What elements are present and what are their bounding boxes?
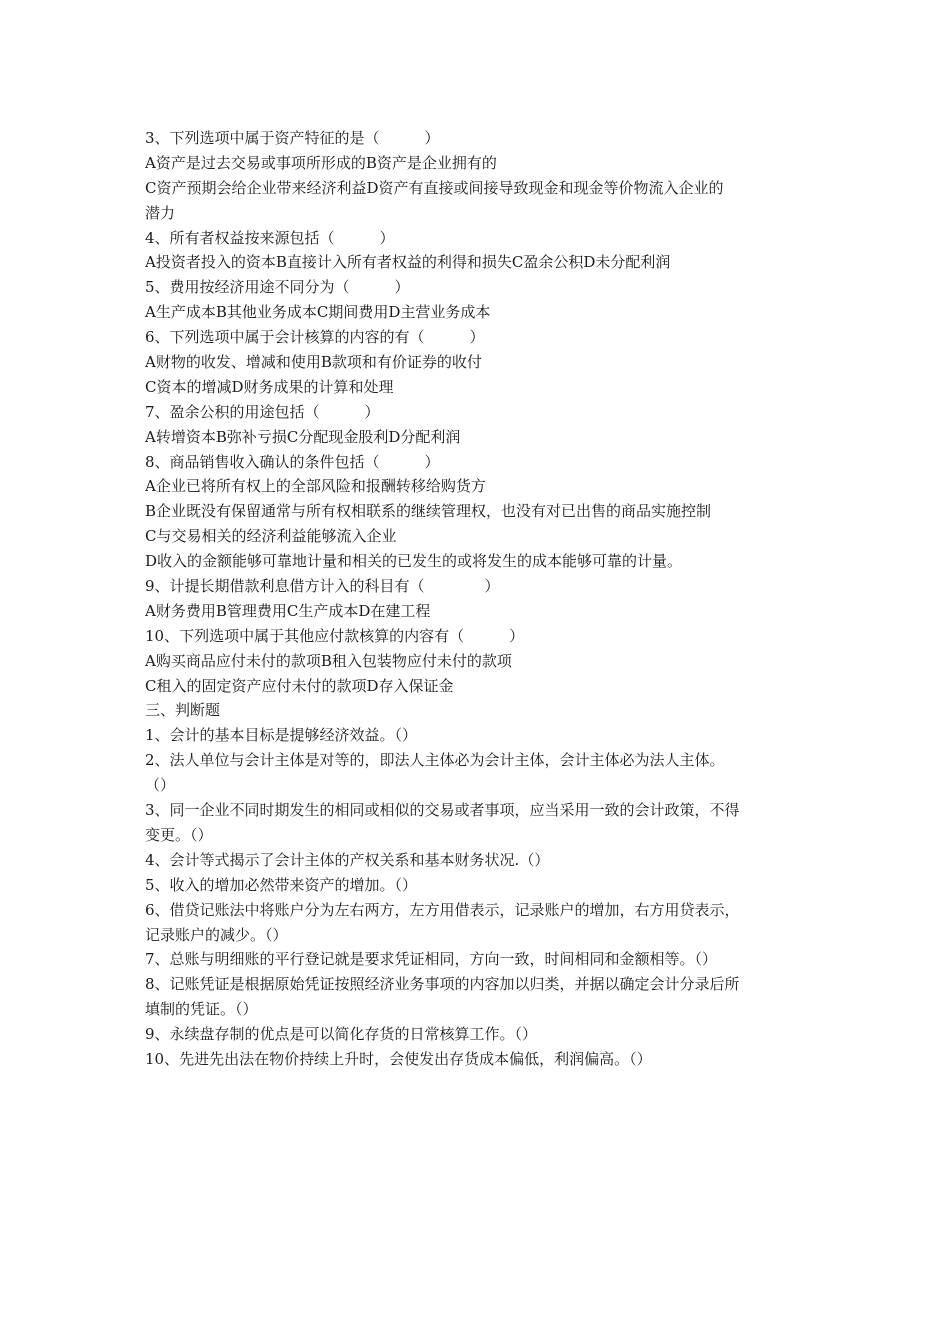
text-line: 6、借贷记账法中将账户分为左右两方，左方用借表示，记录账户的增加，右方用贷表示， (145, 900, 740, 919)
text-line: A财务费用B管理费用C生产成本D在建工程 (145, 601, 431, 620)
text-line: 4、所有者权益按来源包括（ ） (145, 228, 395, 247)
section-heading: 三、判断题 (145, 701, 221, 720)
text-line: 10、先进先出法在物价持续上升时，会使发出存货成本偏低，利润偏高。（） (145, 1049, 652, 1068)
text-line: 6、下列选项中属于会计核算的内容的有（ ） (145, 328, 485, 347)
text-line: A转增资本B弥补亏损C分配现金股利D分配利润 (145, 427, 461, 446)
text-line: A财物的收发、增减和使用B款项和有价证券的收付 (145, 353, 482, 372)
text-line: 记录账户的减少。（） (145, 925, 288, 944)
text-line: 10、下列选项中属于其他应付款核算的内容有（ ） (145, 626, 525, 645)
text-line: 9、永续盘存制的优点是可以简化存货的日常核算工作。（） (145, 1025, 538, 1044)
text-line: C资本的增减D财务成果的计算和处理 (145, 377, 394, 396)
text-line: 8、商品销售收入确认的条件包括（ ） (145, 452, 440, 471)
text-line: 变更。（） (145, 825, 213, 844)
text-line: （） (145, 776, 176, 795)
text-line: 填制的凭证。（） (145, 1000, 258, 1019)
text-line: 5、费用按经济用途不同分为（ ） (145, 278, 410, 297)
text-line: C资产预期会给企业带来经济利益D资产有直接或间接导致现金和现金等价物流入企业的 (145, 178, 724, 197)
text-line: 1、会计的基本目标是提够经济效益。（） (145, 726, 418, 745)
text-line: A投资者投入的资本B直接计入所有者权益的利得和损失C盈余公积D未分配利润 (145, 253, 671, 272)
text-line: D收入的金额能够可靠地计量和相关的已发生的或将发生的成本能够可靠的计量。 (145, 552, 683, 571)
text-line: 3、同一企业不同时期发生的相同或相似的交易或者事项，应当采用一致的会计政策，不得 (145, 801, 740, 820)
text-line: 2、法人单位与会计主体是对等的，即法人主体必为会计主体，会计主体必为法人主体。 (145, 751, 725, 770)
text-line: 8、记账凭证是根据原始凭证按照经济业务事项的内容加以归类，并据以确定会计分录后所 (145, 975, 740, 994)
text-line: 3、下列选项中属于资产特征的是（ ） (145, 129, 440, 147)
text-line: A生产成本B其他业务成本C期间费用D主营业务成本 (145, 303, 491, 322)
text-line: C与交易相关的经济利益能够流入企业 (145, 527, 397, 546)
text-line: 5、收入的增加必然带来资产的增加。（） (145, 875, 418, 894)
document-page (145, 126, 815, 1072)
text-line: B企业既没有保留通常与所有权相联系的继续管理权，也没有对已出售的商品实施控制 (145, 502, 712, 521)
text-line: A购买商品应付未付的款项B租入包装物应付未付的款项 (145, 651, 512, 670)
text-line: C租入的固定资产应付未付的款项D存入保证金 (145, 676, 454, 695)
text-line: 潜力 (145, 203, 176, 222)
text-line: 9、计提长期借款利息借方计入的科目有（ ） (145, 577, 500, 596)
text-line: 7、总账与明细账的平行登记就是要求凭证相同，方向一致，时间相同和金额相等。（） (145, 950, 718, 969)
text-line: 7、盈余公积的用途包括（ ） (145, 402, 380, 421)
text-line: A资产是过去交易或事项所形成的B资产是企业拥有的 (145, 153, 497, 172)
text-line: 4、会计等式揭示了会计主体的产权关系和基本财务状况.（） (145, 850, 550, 869)
text-line: A企业已将所有权上的全部风险和报酬转移给购货方 (145, 477, 486, 496)
